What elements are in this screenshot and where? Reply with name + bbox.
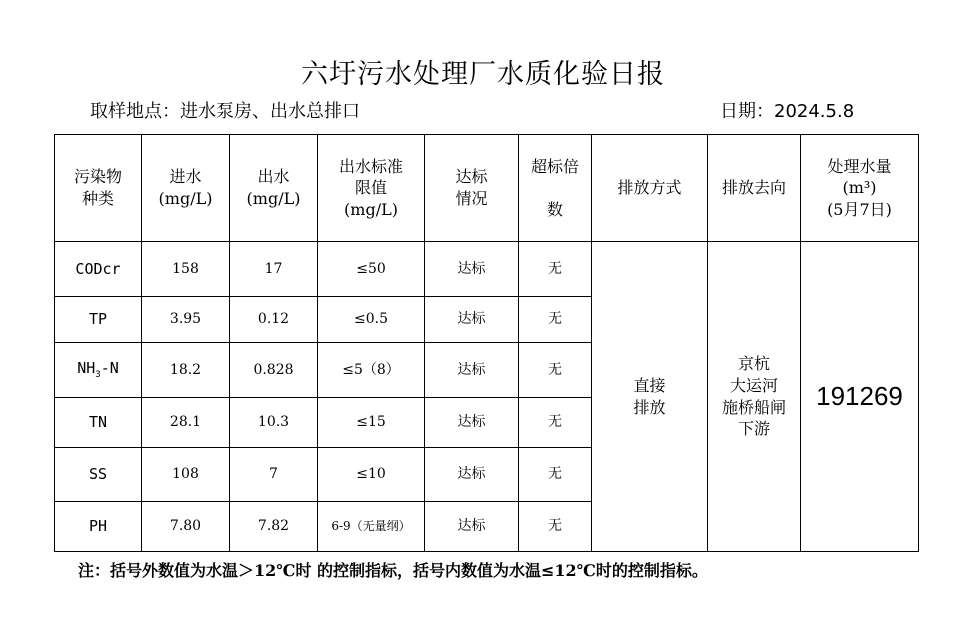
inflow-value: 18.2 [142, 343, 230, 398]
header-inflow: 进水 (mg/L) [142, 135, 230, 242]
header-discharge-dest: 排放去向 [708, 135, 801, 242]
exceed-value: 无 [519, 448, 592, 502]
header-pollutant: 污染物 种类 [55, 135, 142, 242]
outflow-value: 17 [230, 242, 318, 297]
water-quality-table [54, 134, 919, 552]
limit-value: ≤0.5 [318, 297, 425, 343]
status-value: 达标 [425, 398, 519, 448]
inflow-value: 7.80 [142, 502, 230, 552]
outflow-value: 7.82 [230, 502, 318, 552]
status-value: 达标 [425, 502, 519, 552]
inflow-value: 3.95 [142, 297, 230, 343]
outflow-value: 10.3 [230, 398, 318, 448]
header-exceed: 超标倍 数 [519, 135, 592, 242]
limit-value: 6-9（无量纲） [318, 502, 425, 552]
discharge-method-cell: 直接 排放 [592, 242, 708, 552]
table-row [55, 242, 919, 297]
limit-value: ≤10 [318, 448, 425, 502]
sampling-location: 取样地点：进水泵房、出水总排口 [90, 101, 360, 122]
volume-value: 191269 [801, 242, 919, 552]
limit-value: ≤50 [318, 242, 425, 297]
inflow-value: 108 [142, 448, 230, 502]
status-value: 达标 [425, 448, 519, 502]
outflow-value: 0.12 [230, 297, 318, 343]
pollutant-name: $NH_3-N$ [55, 343, 142, 398]
pollutant-name: CODcr [55, 242, 142, 297]
header-discharge-method: 排放方式 [592, 135, 708, 242]
discharge-dest-cell: 京杭 大运河 施桥船闸 下游 [708, 242, 801, 552]
exceed-value: 无 [519, 398, 592, 448]
exceed-value: 无 [519, 502, 592, 552]
outflow-value: 7 [230, 448, 318, 502]
limit-value: ≤5（8） [318, 343, 425, 398]
exceed-value: 无 [519, 343, 592, 398]
status-value: 达标 [425, 343, 519, 398]
limit-value: ≤15 [318, 398, 425, 448]
pollutant-name: TP [55, 297, 142, 343]
header-limit: 出水标准 限值 (mg/L) [318, 135, 425, 242]
outflow-value: 0.828 [230, 343, 318, 398]
header-status: 达标 情况 [425, 135, 519, 242]
exceed-value: 无 [519, 242, 592, 297]
header-outflow: 出水 (mg/L) [230, 135, 318, 242]
report-date: 日期：2024.5.8 [720, 101, 855, 122]
report-title: 六圩污水处理厂水质化验日报 [301, 59, 665, 90]
inflow-value: 158 [142, 242, 230, 297]
exceed-value: 无 [519, 297, 592, 343]
header-row [55, 135, 919, 242]
inflow-value: 28.1 [142, 398, 230, 448]
status-value: 达标 [425, 297, 519, 343]
status-value: 达标 [425, 242, 519, 297]
pollutant-name: SS [55, 448, 142, 502]
footnote: 注：括号外数值为水温＞12℃时 的控制指标，括号内数值为水温≤12℃时的控制指标。 [78, 561, 708, 580]
pollutant-name: TN [55, 398, 142, 448]
header-volume: 处理水量 (m³) (5月7日) [801, 135, 919, 242]
pollutant-name: PH [55, 502, 142, 552]
